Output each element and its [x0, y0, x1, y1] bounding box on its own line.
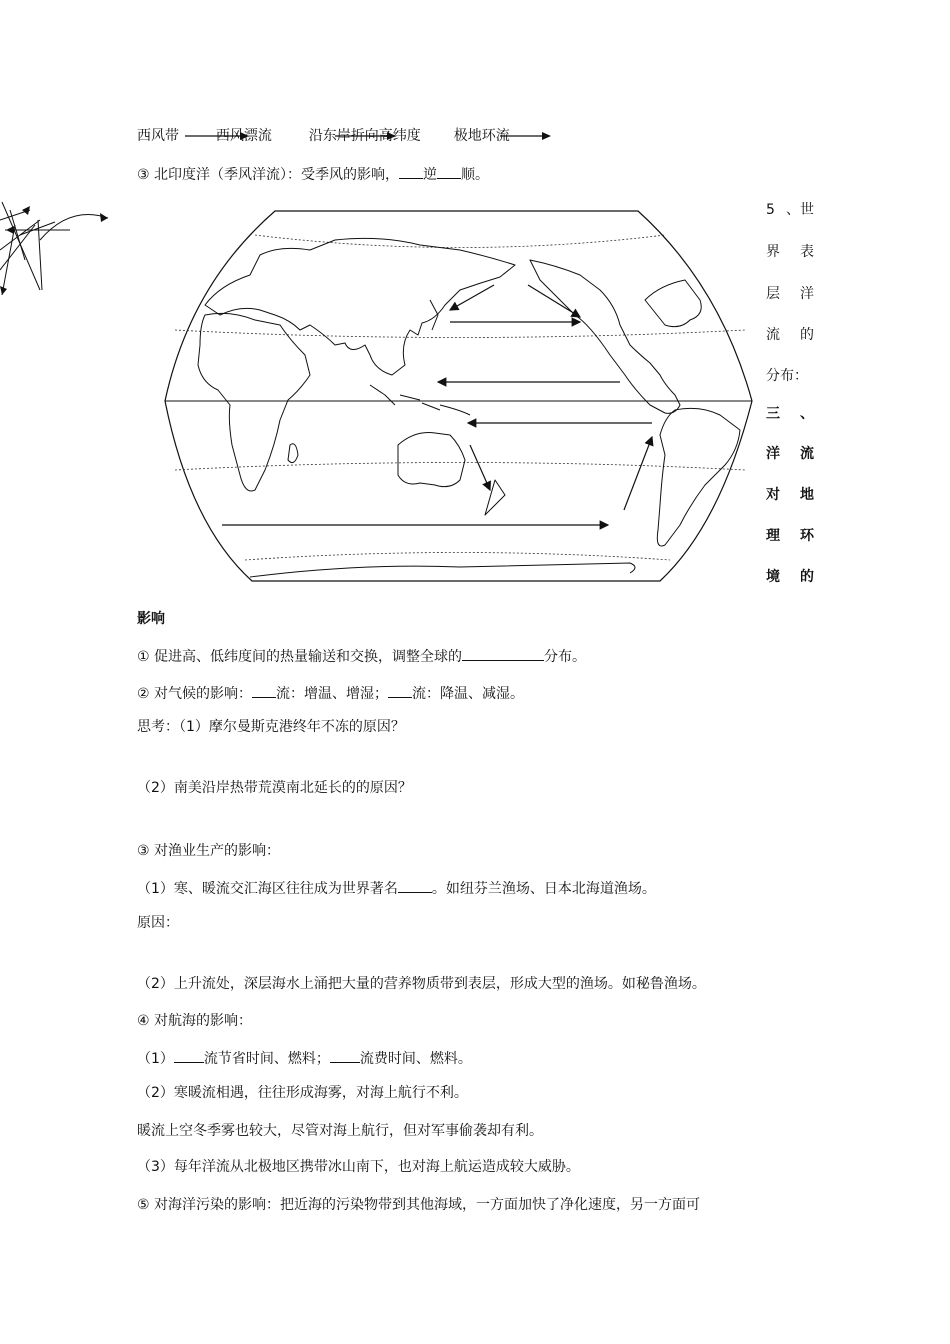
- navigation-title: ④ 对航海的影响：: [137, 1013, 253, 1029]
- think-question-2: （2）南美沿岸热带荒漠南北延长的的原因？: [137, 780, 412, 796]
- answer-blank[interactable]: [330, 1047, 360, 1063]
- answer-blank[interactable]: [398, 877, 432, 893]
- decorative-arrows-graphic: [0, 190, 120, 300]
- navigation-line-1: （1） 流节省时间、燃料； 流费时间、燃料。: [137, 1047, 472, 1069]
- fishery-title: ③ 对渔业生产的影响：: [137, 843, 281, 859]
- answer-blank[interactable]: [174, 1047, 204, 1063]
- fishery-line-2: （2）上升流处，深层海水上涌把大量的营养物质带到表层，形成大型的渔场。如秘鲁渔场。: [137, 976, 706, 992]
- wind-chain-line: [137, 126, 510, 146]
- reason-label: 原因：: [137, 915, 179, 931]
- answer-blank[interactable]: [388, 682, 412, 698]
- chain-item-polar-circulation: 极地环流: [453, 128, 510, 144]
- navigation-line-3: （3）每年洋流从北极地区携带冰山南下，也对海上航运造成较大威胁。: [137, 1159, 580, 1175]
- think-question-1: 思考：（1）摩尔曼斯克港终年不冻的原因？: [137, 719, 405, 735]
- pollution-line: ⑤ 对海洋污染的影响：把近海的污染物带到其他海域，一方面加快了净化速度，另一方面可: [137, 1197, 700, 1213]
- heat-line: ① 促进高、低纬度间的热量输送和交换，调整全球的 分布。: [137, 645, 586, 667]
- answer-blank[interactable]: [462, 645, 544, 661]
- north-indian-ocean-line: ③ 北印度洋（季风洋流）：受季风的影响， 逆 顺。: [137, 163, 489, 185]
- world-ocean-currents-map: [160, 205, 755, 585]
- chain-item-west-wind-drift: 西风漂流: [215, 128, 272, 144]
- answer-blank[interactable]: [399, 163, 423, 179]
- chain-item-east-coast: 沿东岸折向高纬度: [308, 128, 421, 144]
- navigation-line-2b: 暖流上空冬季雾也较大，尽管对海上航行，但对军事偷袭却有利。: [137, 1123, 543, 1139]
- answer-blank[interactable]: [437, 163, 461, 179]
- navigation-line-2: （2）寒暖流相遇，往往形成海雾，对海上航行不利。: [137, 1085, 468, 1101]
- answer-blank[interactable]: [252, 682, 276, 698]
- fishery-line-1: （1）寒、暖流交汇海区往往成为世界著名 。如纽芬兰渔场、日本北海道渔场。: [137, 877, 656, 899]
- section-heading-tail: 影响: [137, 611, 165, 627]
- chain-item-westerlies: 西风带: [137, 128, 179, 144]
- climate-line: ② 对气候的影响： 流：增温、增湿； 流：降温、减湿。: [137, 682, 524, 704]
